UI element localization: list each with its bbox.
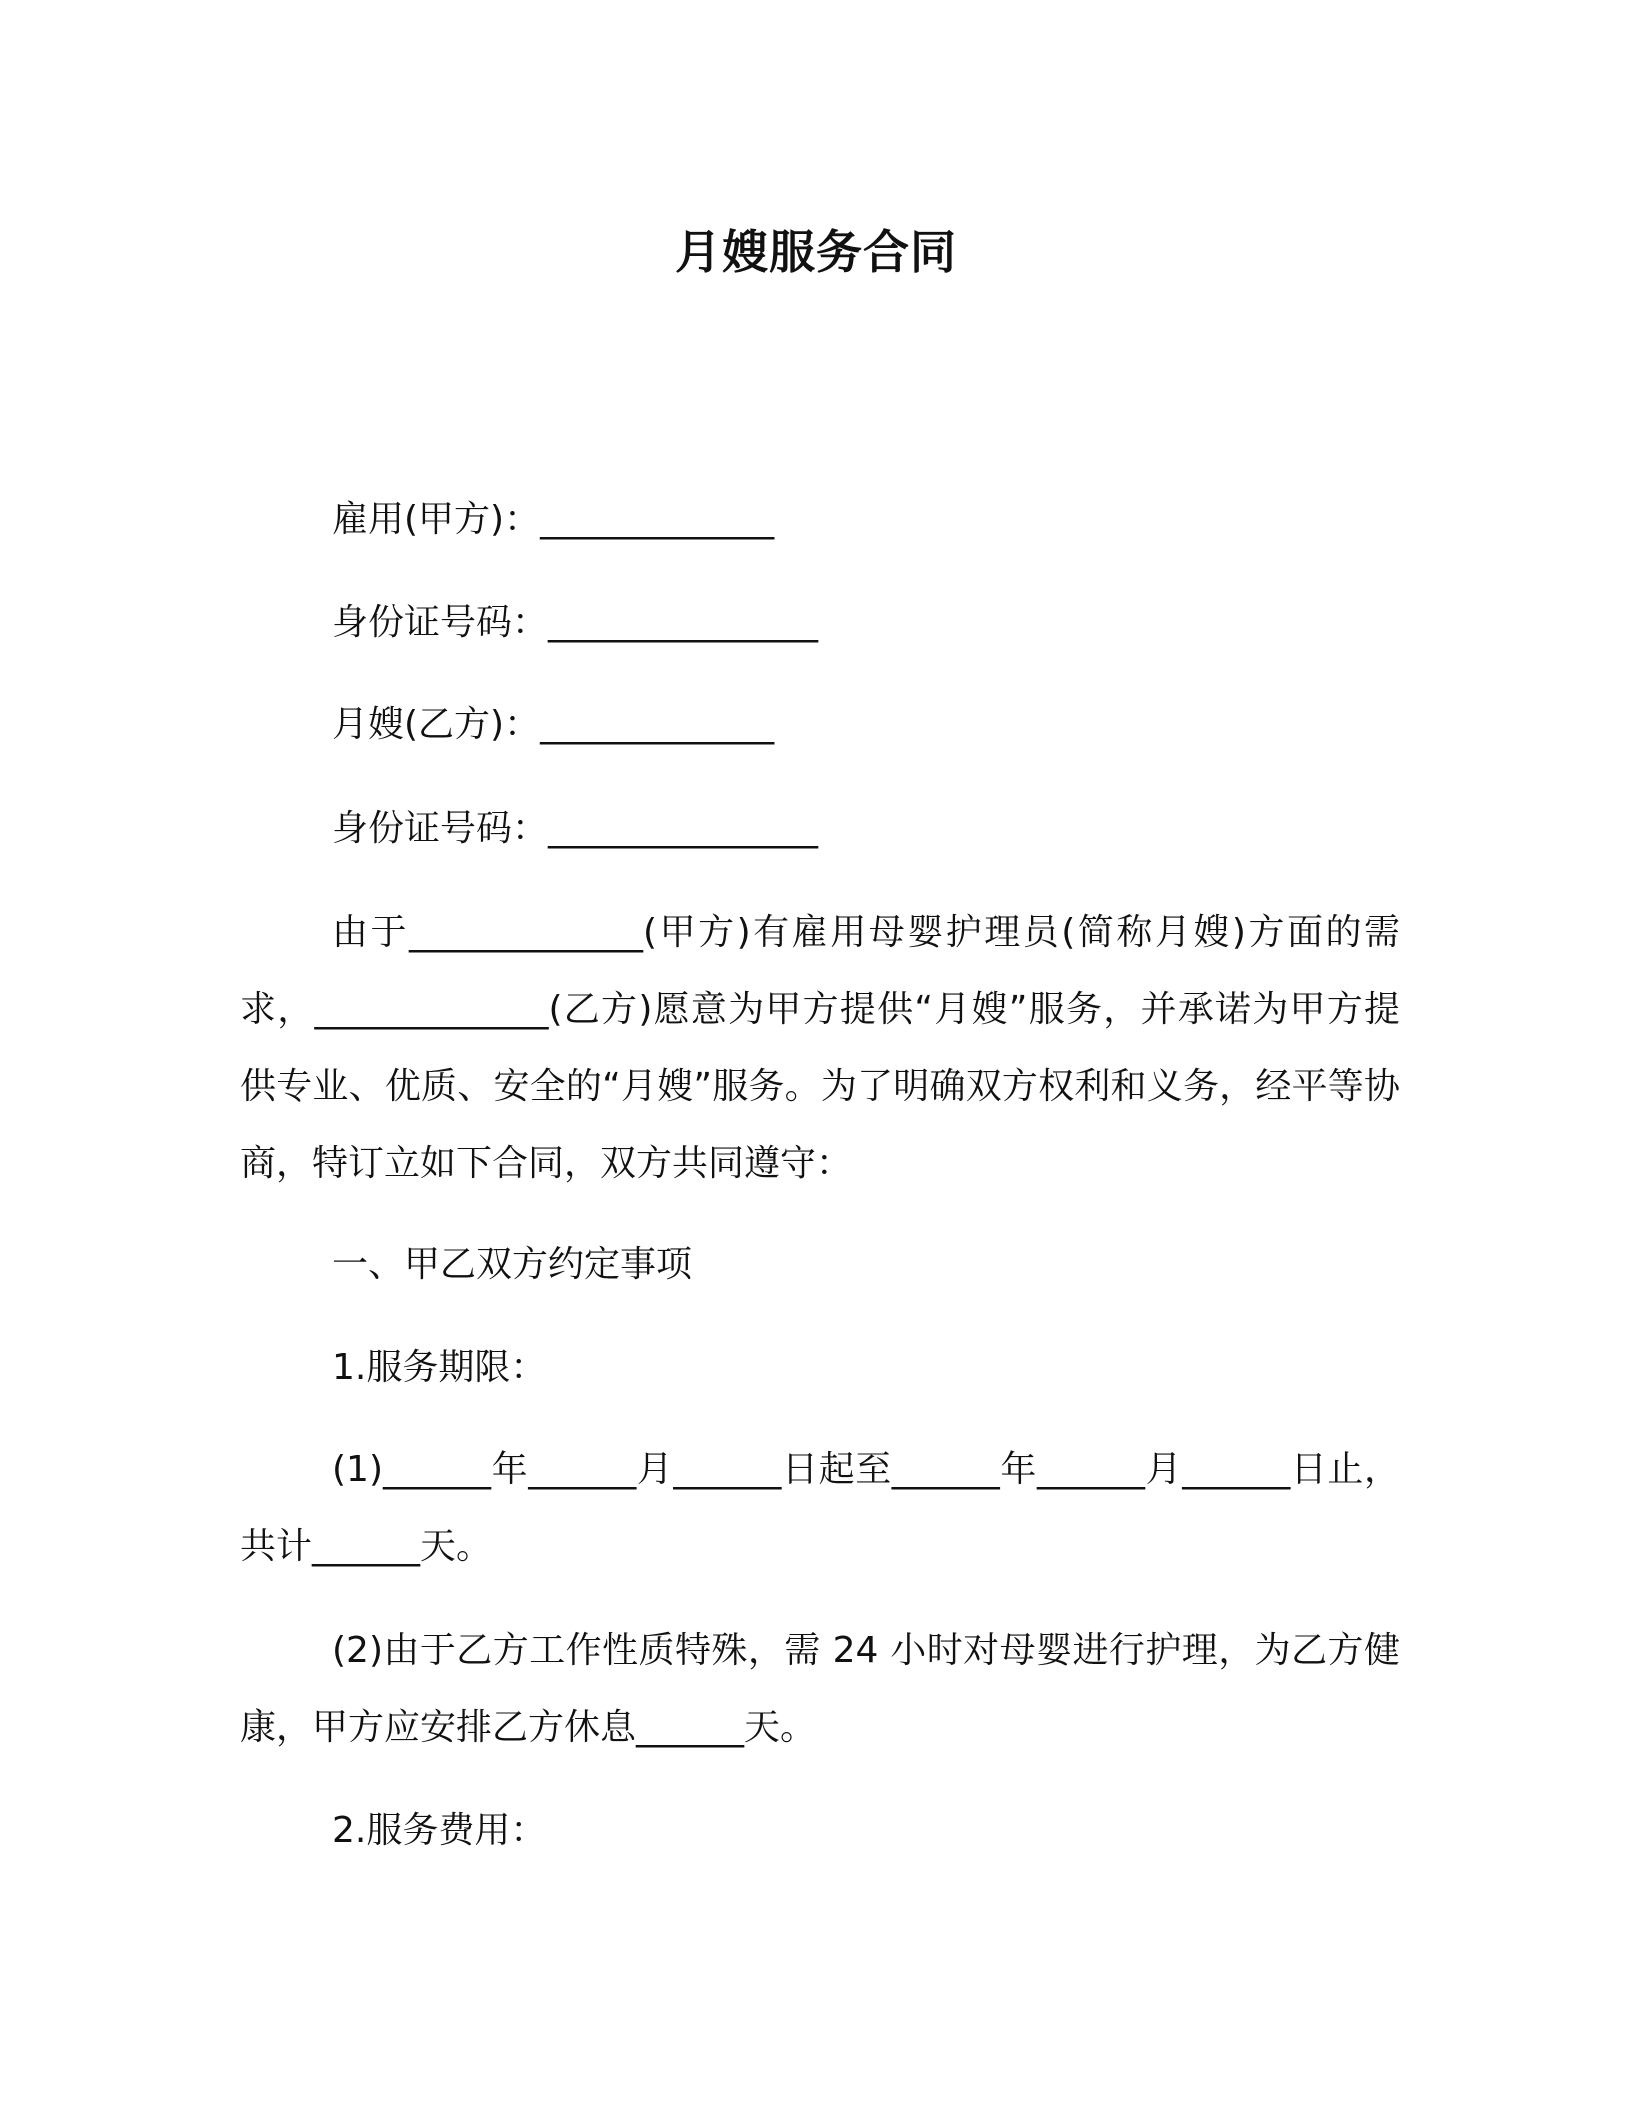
document-title: 月嫂服务合同 [675,225,957,279]
party-a-id-field: 身份证号码：_______________ [332,602,819,643]
item-2-heading: 2.服务费用： [332,1810,547,1851]
party-b-id-field: 身份证号码：_______________ [332,808,819,849]
item-1-2-paragraph: (2)由于乙方工作性质特殊，需 24 小时对母婴进行护理，为乙方健康，甲方应安排乙方休息______天。 [240,1630,1400,1748]
section-1-heading: 一、甲乙双方约定事项 [332,1244,693,1285]
party-b-field: 月嫂(乙方)：_____________ [332,704,775,745]
item-1-1-paragraph: (1)______年______月______日起至______年______月______日止，共计______天。 [240,1449,1400,1567]
party-a-field: 雇用(甲方)：_____________ [332,499,775,540]
preamble-paragraph: 由于_____________(甲方)有雇用母婴护理员(简称月嫂)方面的需求，_____________(乙方)愿意为甲方提供“月嫂”服务，并承诺为甲方提供专业、优质、安全的“月嫂”服务。为了明确双方权利和义务，经平等协商，特订立如下合同，双方共同遵守： [240,912,1400,1184]
item-1-heading: 1.服务期限： [332,1347,547,1388]
